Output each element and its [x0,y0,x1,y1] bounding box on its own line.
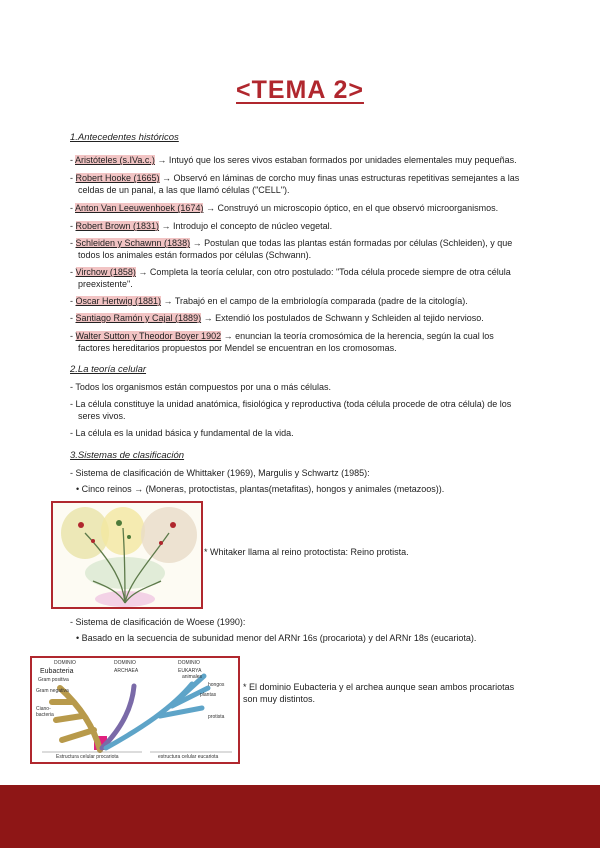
caption-left: Estructura celular procariota [56,754,119,760]
domain-name: EUKARYA [178,668,202,674]
list-item: - Oscar Hertwig (1881) → Trabajó en el campo de la embriología comparada (padre de la citología). [70,296,468,306]
domain-label: DOMINIO [54,660,76,666]
bullet-item: • Basado en la secuencia de subunidad menor del ARNr 16s (procariota) y del ARNr 18s (eucariota). [76,633,477,643]
list-item: - Robert Brown (1831) → Introdujo el concepto de núcleo vegetal. [70,221,333,231]
leaf-label: Ciano-bacteria [36,706,54,718]
leaf-label: Gram negativa [36,688,69,694]
list-item: - Virchow (1858) → Completa la teoría celular, con otro postulado: "Toda célula procede siempre de otra célula preexistente". [70,267,511,289]
highlight-name: Virchow (1858) [75,267,136,277]
highlight-name: Robert Brown (1831) [75,221,160,231]
leaf-label: animales [182,674,203,680]
page-title: <TEMA 2> [236,76,364,104]
list-item: - Schleiden y Schawnn (1838) → Postulan que todas las plantas están formadas por células (Schleiden), y que todos los animales están formados por células (Schwann). [70,238,513,260]
list-item: - Anton Van Leeuwenhoek (1674) → Construyó un microscopio óptico, en el que observó microorganismos. [70,203,499,213]
list-item: - Sistema de clasificación de Whittaker (1969), Margulis y Schwartz (1985): [70,468,370,478]
section-heading: 1.Antecedentes históricos [70,132,179,143]
domain-name: ARCHAEA [114,668,139,674]
footer-bar [0,785,600,848]
note-text: * El dominio Eubacteria y el archea aunque sean ambos procariotas son muy distintos. [243,682,515,704]
domain-label: DOMINIO [178,660,200,666]
five-kingdoms-diagram [51,501,203,609]
list-item: - Todos los organismos están compuestos por una o más células. [70,382,331,392]
highlight-name: Walter Sutton y Theodor Boyer 1902 [75,331,222,341]
section-heading: 2.La teoría celular [70,364,147,375]
section-heading: 3.Sistemas de clasificación [70,450,185,461]
list-item: - Santiago Ramón y Cajal (1889) → Extendió los postulados de Schwann y Schleiden al tejido nervioso. [70,313,484,323]
list-item: - La célula es la unidad básica y fundamental de la vida. [70,428,294,438]
highlight-name: Aristóteles (s.IVa.c.) [75,155,155,165]
highlight-name: Anton Van Leeuwenhoek (1674) [75,203,204,213]
list-item: - Walter Sutton y Theodor Boyer 1902 → enuncian la teoría cromosómica de la herencia, según la cual los factores hereditarios propuestos por Mendel se encuentran en los cromosomas. [70,331,494,353]
domain-label: DOMINIO [114,660,136,666]
leaf-label: hongos [208,682,225,688]
leaf-label: plantas [200,692,217,698]
leaf-label: protista [208,714,225,720]
list-item: - Sistema de clasificación de Woese (1990): [70,617,246,627]
highlight-name: Robert Hooke (1665) [75,173,160,183]
highlight-name: Schleiden y Schawnn (1838) [75,238,191,248]
bullet-item: • Cinco reinos → (Moneras, protoctistas, plantas(metafitas), hongos y animales (metazoos)). [76,484,445,494]
caption-right: estructura celular eucariota [158,754,219,760]
three-domains-diagram [30,656,240,764]
highlight-name: Santiago Ramón y Cajal (1889) [75,313,202,323]
highlight-name: Oscar Hertwig (1881) [75,296,162,306]
domain-name: Eubacteria [40,668,74,675]
kingdoms-tree-illustration [53,503,201,607]
list-item: - Robert Hooke (1665) → Observó en láminas de corcho muy finas unas estructuras repetitivas semejantes a las celdas de un panal, a las que llamó células ("CELL"). [70,173,520,195]
list-item: - La célula constituye la unidad anatómica, fisiológica y reproductiva (toda célula procede de otra célula) de los seres vivos. [70,399,512,421]
leaf-label: Gram positiva [38,677,69,683]
list-item: - Aristóteles (s.IVa.c.) → Intuyó que los seres vivos estaban formados por unidades elementales muy pequeñas. [70,155,517,165]
note-text: * Whitaker llama al reino protoctista: Reino protista. [204,547,409,557]
